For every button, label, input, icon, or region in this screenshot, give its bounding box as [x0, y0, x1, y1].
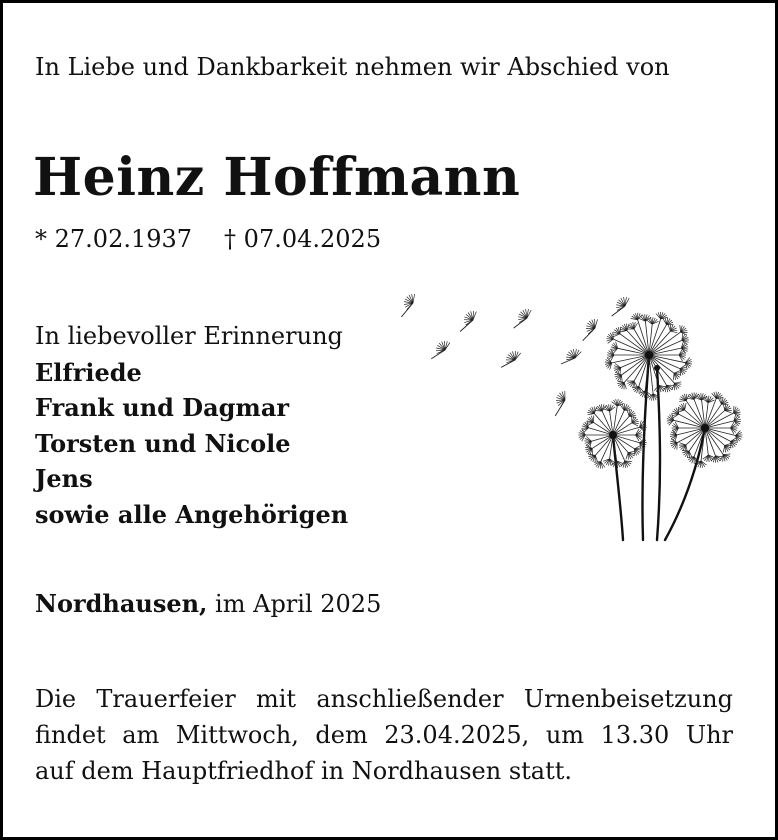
- mourner-name: Elfriede: [35, 357, 142, 387]
- mourners-block: [35, 319, 395, 532]
- mourner-name: sowie alle Angehörigen: [35, 499, 349, 529]
- mourner-name: Frank und Dagmar: [35, 393, 290, 422]
- place-date-line: [35, 589, 381, 618]
- service-line: Die Trauerfeier mit anschließender Urnenbeisetzung: [35, 685, 733, 713]
- life-dates: [35, 225, 381, 253]
- mourner-name: Torsten und Nicole: [35, 428, 291, 458]
- place: Nordhausen,: [35, 589, 208, 618]
- birth-date: * 27.02.1937: [35, 225, 193, 253]
- death-date: † 07.04.2025: [224, 225, 382, 253]
- deceased-name: Heinz Hoffmann: [33, 147, 521, 208]
- service-line: auf dem Hauptfriedhof in Nordhausen statt.: [35, 757, 573, 785]
- mourners-intro: In liebevoller Erinnerung: [35, 322, 343, 350]
- mourner-name: Jens: [35, 464, 93, 493]
- intro-text: In Liebe und Dankbarkeit nehmen wir Abschied von: [35, 53, 670, 81]
- service-info: [35, 681, 733, 789]
- date-line: im April 2025: [215, 590, 382, 618]
- service-line: findet am Mittwoch, dem 23.04.2025, um 13.30 Uhr: [35, 721, 733, 749]
- dandelion-icon: [395, 288, 755, 548]
